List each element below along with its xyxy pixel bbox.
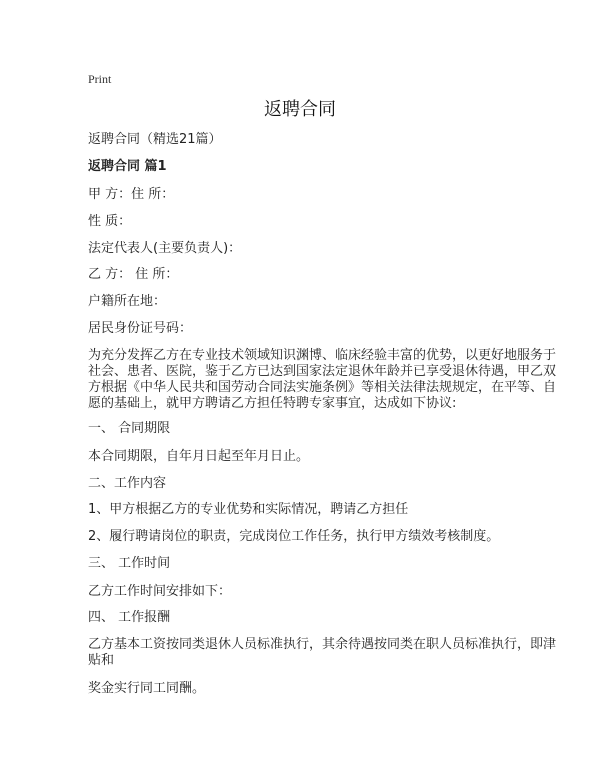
party-b-line: 乙 方： 住 所： bbox=[88, 267, 179, 282]
section-2-item-1: 1、甲方根据乙方的专业优势和实际情况，聘请乙方担任 bbox=[88, 502, 409, 517]
section-1-text: 本合同期限，自年月日起至年月日止。 bbox=[88, 449, 310, 464]
nature-line: 性 质： bbox=[88, 214, 132, 229]
legal-rep-line: 法定代表人(主要负责人)： bbox=[88, 241, 242, 256]
id-number-line: 居民身份证号码： bbox=[88, 321, 193, 336]
household-line: 户籍所在地： bbox=[88, 294, 167, 309]
paragraph-line: 愿的基础上，就甲方聘请乙方担任特聘专家事宜，达成如下协议: bbox=[88, 396, 457, 411]
intro-paragraph bbox=[88, 348, 556, 412]
section-3-heading: 三、 工作时间 bbox=[88, 556, 171, 571]
section-4-text-2: 奖金实行同工同酬。 bbox=[88, 681, 206, 696]
section-3-text: 乙方工作时间安排如下： bbox=[88, 584, 232, 599]
paragraph-line: 为充分发挥乙方在专业技术领域知识渊博、临床经验丰富的优势，以更好地服务于 bbox=[88, 348, 557, 363]
paragraph-line: 社会、患者、医院，鉴于乙方已达到国家法定退休年龄并已享受退休待遇，甲乙双 bbox=[88, 364, 557, 379]
document-title: 返聘合同 bbox=[264, 99, 336, 120]
document-subtitle: 返聘合同（精选21篇） bbox=[88, 132, 222, 147]
section-1-heading: 一、 合同期限 bbox=[88, 421, 171, 436]
print-link[interactable]: Print bbox=[88, 72, 112, 86]
paragraph-line: 乙方基本工资按同类退休人员标准执行，其余待遇按同类在职人员标准执行，即津 bbox=[88, 637, 557, 652]
section-heading: 返聘合同 篇1 bbox=[88, 159, 167, 174]
section-2-heading: 二、工作内容 bbox=[88, 476, 167, 491]
paragraph-line: 方根据《中华人民共和国劳动合同法实施条例》等相关法律法规规定，在平等、自 bbox=[88, 380, 557, 395]
section-4-text bbox=[88, 637, 556, 669]
paragraph-line: 贴和 bbox=[88, 653, 115, 668]
party-a-line: 甲 方：住 所： bbox=[88, 187, 175, 202]
section-2-item-2: 2、履行聘请岗位的职责，完成岗位工作任务，执行甲方绩效考核制度。 bbox=[88, 529, 500, 544]
section-4-heading: 四、 工作报酬 bbox=[88, 610, 171, 625]
